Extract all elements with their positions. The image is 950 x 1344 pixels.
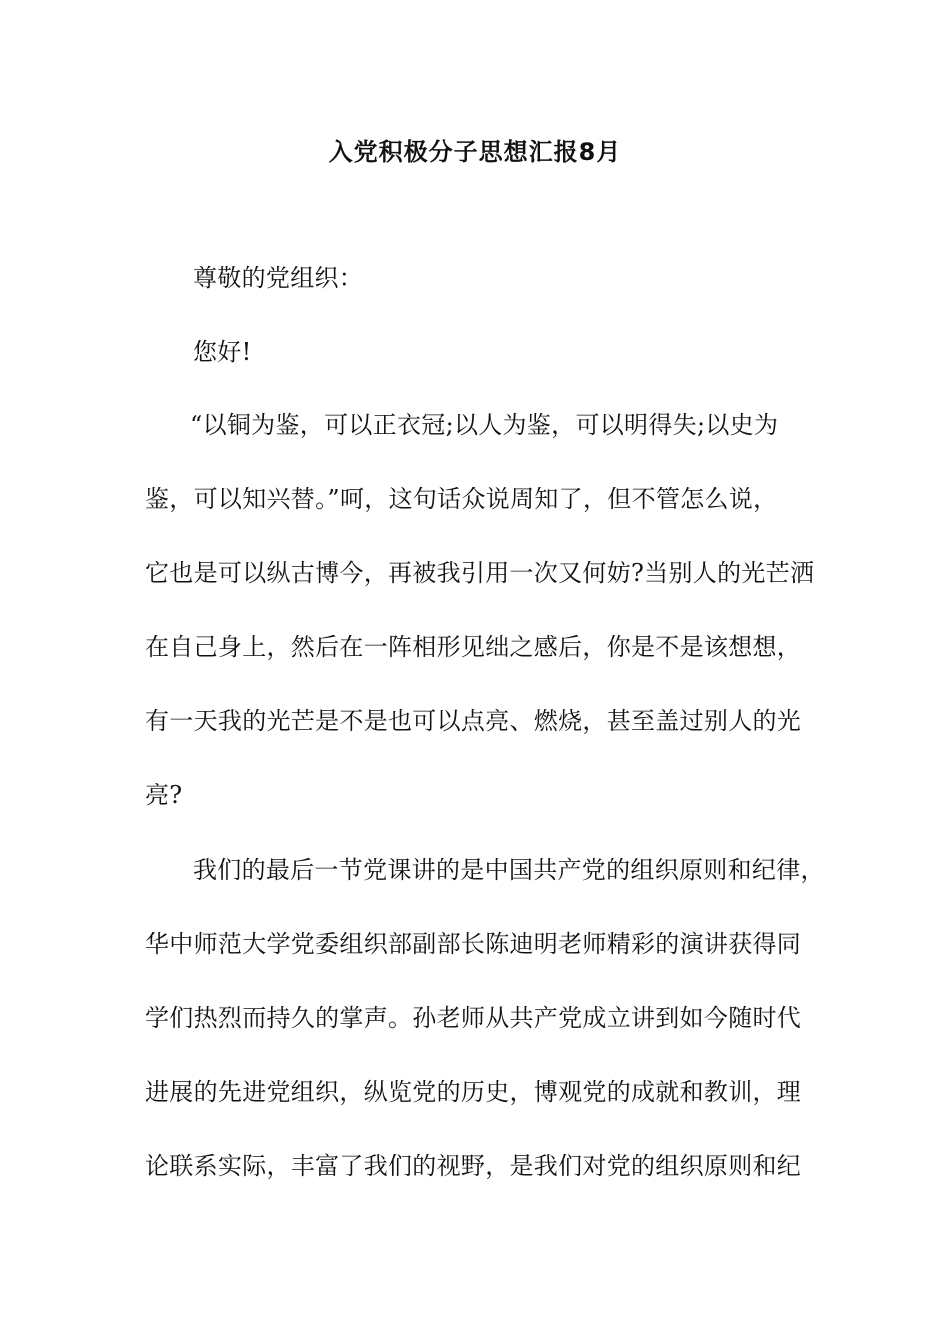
paragraph-line: 有一天我的光芒是不是也可以点亮、燃烧，甚至盖过别人的光 — [145, 707, 802, 735]
paragraph-line: 它也是可以纵古博今，再被我引用一次又何妨?当别人的光芒洒 — [145, 559, 815, 587]
paragraph-line: 华中师范大学党委组织部副部长陈迪明老师精彩的演讲获得同 — [145, 930, 802, 958]
paragraph-line: 进展的先进党组织，纵览党的历史，博观党的成就和教训，理 — [145, 1078, 802, 1106]
paragraph-line: 论联系实际，丰富了我们的视野，是我们对党的组织原则和纪 — [145, 1152, 802, 1180]
paragraph-line: 学们热烈而持久的掌声。孙老师从共产党成立讲到如今随时代 — [145, 1004, 802, 1032]
paragraph-line: 在自己身上，然后在一阵相形见绌之感后，你是不是该想想， — [145, 633, 802, 661]
salutation: 尊敬的党组织： — [193, 264, 364, 292]
greeting: 您好! — [193, 338, 252, 366]
document-title: 入党积极分子思想汇报8月 — [328, 138, 622, 166]
paragraph-line: “以铜为鉴，可以正衣冠;以人为鉴，可以明得失;以史为 — [190, 411, 779, 439]
paragraph-line: 我们的最后一节党课讲的是中国共产党的组织原则和纪律， — [193, 856, 825, 884]
paragraph-line: 亮? — [145, 781, 183, 809]
paragraph-line: 鉴，可以知兴替。”呵，这句话众说周知了，但不管怎么说， — [145, 485, 778, 513]
